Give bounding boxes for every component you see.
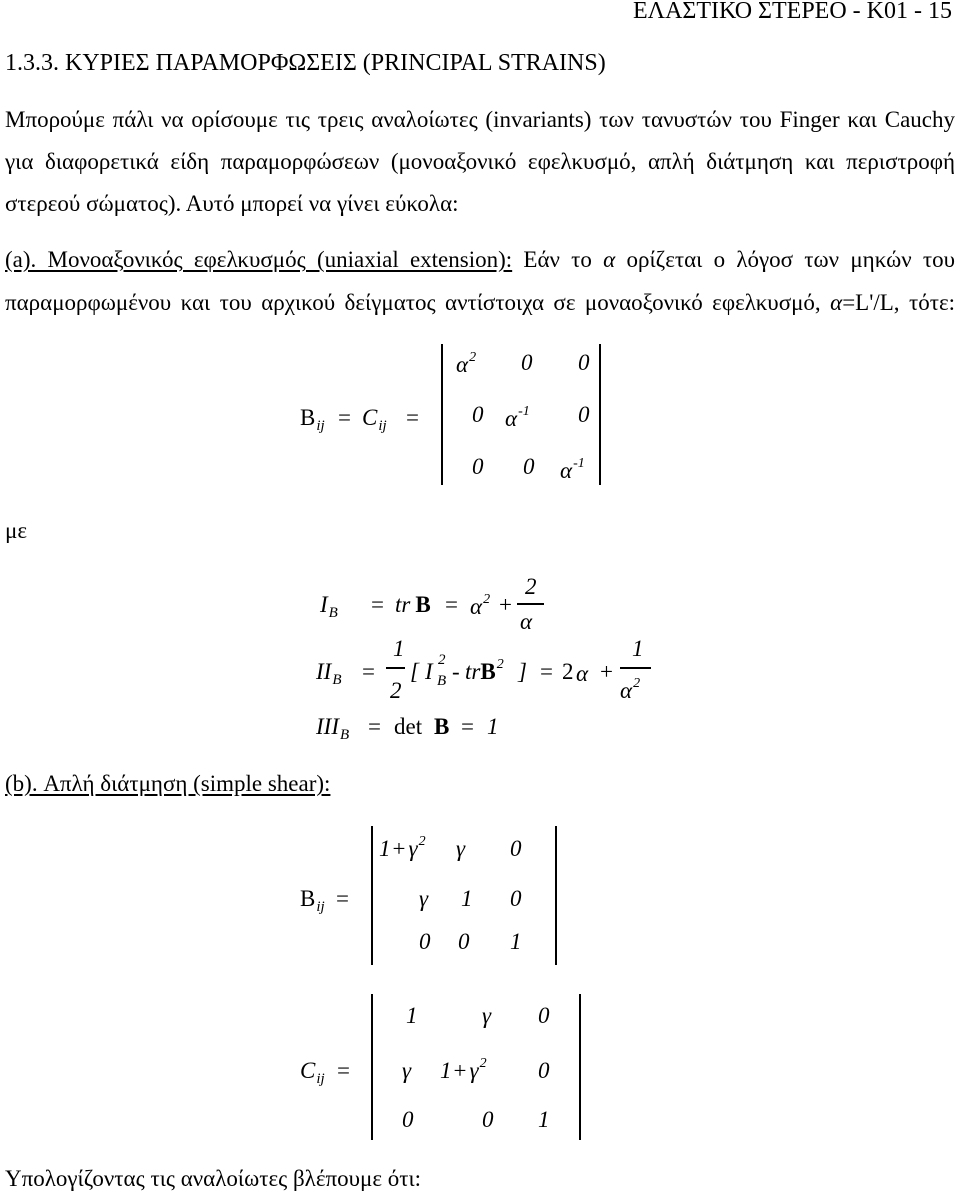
intro-line-3: στερεού σώματος). Αυτό μπορεί να γίνει εύκολα:	[5, 191, 459, 216]
determinant-operator: det	[394, 714, 423, 739]
symbol-subscript: ij	[316, 418, 325, 434]
first-invariant-symbol: I	[425, 659, 433, 684]
matrix-entry	[440, 1058, 487, 1088]
matrix-entry: 0	[538, 1058, 550, 1083]
matrix-entry: 0	[472, 402, 484, 427]
symbol-base: C	[300, 1058, 316, 1083]
fraction-bar	[620, 667, 651, 669]
third-invariant-symbol	[316, 714, 349, 743]
trace-expression	[465, 659, 504, 689]
fraction-denominator	[620, 678, 640, 708]
first-invariant-symbol	[320, 592, 338, 621]
trace-operator: tr	[465, 659, 481, 684]
intro-line-1: Μπορούμε πάλι να ορίσουμε τις τρεις αναλοίωτες (invariants) των τανυστών του Finger και Cauchy	[5, 107, 955, 132]
matrix-delimiter-left	[371, 826, 373, 965]
fraction-numerator: 1	[393, 636, 405, 661]
symbol-base: II	[316, 659, 332, 684]
symbol-base: C	[362, 405, 378, 430]
entry-base: α	[456, 352, 469, 377]
symbol-base: B	[300, 405, 316, 430]
matrix-delimiter-right	[599, 344, 601, 485]
alpha-symbol: α	[603, 247, 616, 272]
entry-superscript: -1	[573, 456, 585, 471]
matrix-entry: 0	[538, 1003, 550, 1028]
entry-lead: 1	[440, 1058, 452, 1083]
matrix-entry	[505, 406, 530, 436]
matrix-entry: 0	[578, 350, 590, 375]
fraction-bar	[386, 667, 405, 669]
intro-line-2: για διαφορετικά είδη παραμορφώσεων (μονοαξονικό εφελκυσμό, απλή διάτμηση και περιστροφή	[5, 149, 955, 174]
matrix-entry: 1	[510, 929, 522, 954]
matrix-delimiter-left	[441, 344, 443, 485]
term-base: α	[620, 678, 633, 703]
term-superscript: 2	[496, 657, 504, 672]
closing-line: Υπολογίζοντας τις αναλοίωτες βλέπουμε ότι:	[5, 1166, 422, 1191]
close-bracket: ]	[518, 659, 527, 684]
part-a-text: =L'/L, τότε:	[842, 290, 955, 315]
symbol-subscript: ij	[316, 1071, 325, 1087]
equals-sign: =	[540, 659, 553, 684]
entry-lead: 1	[379, 836, 391, 861]
symbol-subscript: B	[332, 672, 342, 688]
matrix-entry: 0	[402, 1107, 414, 1132]
running-header: ΕΛΑΣΤΙΚΟ ΣΤΕΡΕΟ - Κ01 - 15	[633, 0, 952, 24]
term-superscript: 2	[483, 592, 491, 607]
matrix-entry: γ	[419, 886, 429, 911]
equals-sign: =	[336, 886, 349, 911]
alpha-symbol: α	[830, 290, 843, 315]
term-superscript: 2	[633, 676, 641, 691]
part-a-text: ορίζεται ο λόγοσ των μηκών του	[615, 247, 955, 272]
equals-sign: =	[371, 592, 384, 617]
matrix-entry	[379, 836, 426, 866]
with-label: με	[5, 518, 27, 543]
matrix-entry: 1	[461, 886, 473, 911]
cauchy-tensor-symbol	[362, 405, 387, 434]
part-b-heading: (b). Απλή διάτμηση (simple shear):	[5, 771, 331, 796]
invariant-value: 1	[487, 714, 499, 739]
fraction-denominator: 2	[390, 678, 402, 703]
symbol-subscript: ij	[316, 899, 325, 915]
fraction-bar	[517, 603, 544, 605]
equals-sign: =	[461, 714, 474, 739]
symbol-base: III	[316, 714, 339, 739]
entry-superscript: 2	[469, 350, 477, 365]
matrix-delimiter-right	[555, 826, 557, 965]
symbol-subscript: B	[339, 727, 350, 743]
matrix-entry: 0	[419, 929, 431, 954]
part-a-heading: (a). Μονοαξονικός εφελκυσμός (uniaxial extension):	[5, 247, 513, 272]
trace-operator: tr	[395, 592, 411, 617]
part-a-line-1	[5, 247, 955, 273]
symbol-subscript: B	[437, 673, 447, 689]
coefficient: 2	[562, 659, 574, 684]
plus-sign: +	[392, 836, 406, 861]
section-title: 1.3.3. ΚΥΡΙΕΣ ΠΑΡΑΜΟΡΦΩΣΕΙΣ (PRINCIPAL STRAINS)	[5, 50, 606, 76]
alpha-squared-term	[470, 594, 490, 624]
matrix-entry: 0	[523, 454, 535, 479]
plus-sign: +	[600, 659, 613, 684]
open-bracket: [	[410, 659, 419, 684]
matrix-entry	[456, 352, 476, 382]
matrix-entry: γ	[482, 1003, 492, 1028]
part-a-line-2	[5, 290, 955, 316]
trace-expression	[395, 592, 431, 618]
symbol-superscript: 2	[438, 652, 446, 668]
fraction-numerator: 2	[525, 574, 537, 599]
equals-sign: =	[362, 659, 375, 684]
minus-sign: -	[452, 659, 460, 684]
plus-sign: +	[499, 592, 512, 617]
finger-tensor-symbol	[300, 405, 325, 434]
matrix-entry: γ	[456, 836, 466, 861]
symbol-base: I	[320, 592, 328, 617]
cauchy-tensor-symbol	[300, 1058, 325, 1087]
symbol-subscript: B	[328, 605, 338, 621]
entry-base: α	[505, 406, 518, 431]
matrix-entry: 0	[510, 886, 522, 911]
term-base: α	[470, 594, 483, 619]
plus-sign: +	[453, 1058, 467, 1083]
tensor-b-bold: B	[434, 714, 450, 739]
entry-base: γ	[469, 1058, 479, 1083]
part-a-text: Εάν το	[512, 247, 604, 272]
entry-base: γ	[408, 836, 418, 861]
entry-superscript: 2	[479, 1056, 487, 1071]
equals-sign: =	[406, 405, 419, 430]
entry-base: α	[560, 458, 573, 483]
equals-sign: =	[445, 592, 458, 617]
alpha-symbol: α	[576, 661, 589, 686]
tensor-b-bold: B	[480, 659, 496, 684]
matrix-entry: 0	[472, 454, 484, 479]
fraction-denominator: α	[520, 609, 533, 634]
matrix-entry: 0	[521, 350, 533, 375]
matrix-entry: 0	[578, 402, 590, 427]
equals-sign: =	[368, 714, 381, 739]
matrix-delimiter-left	[371, 994, 373, 1140]
matrix-entry: 1	[406, 1003, 418, 1028]
symbol-subscript: ij	[378, 418, 387, 434]
matrix-entry: γ	[402, 1058, 412, 1083]
matrix-entry: 0	[510, 836, 522, 861]
matrix-entry	[560, 458, 585, 488]
fraction-numerator: 1	[632, 636, 644, 661]
entry-superscript: 2	[418, 834, 426, 849]
symbol-base: B	[300, 886, 316, 911]
matrix-entry: 0	[482, 1107, 494, 1132]
equals-sign: =	[338, 405, 351, 430]
entry-superscript: -1	[518, 404, 530, 419]
equals-sign: =	[337, 1058, 350, 1083]
part-a-text: παραμορφωμένου και του αρχικού δείγματος αντίστοιχα σε μοναοξονικό εφελκυσμό,	[5, 290, 831, 315]
finger-tensor-symbol	[300, 886, 325, 915]
second-invariant-symbol	[316, 659, 342, 688]
tensor-b-bold: B	[415, 592, 431, 617]
matrix-entry: 1	[538, 1107, 550, 1132]
matrix-delimiter-right	[579, 994, 581, 1140]
matrix-entry: 0	[458, 929, 470, 954]
